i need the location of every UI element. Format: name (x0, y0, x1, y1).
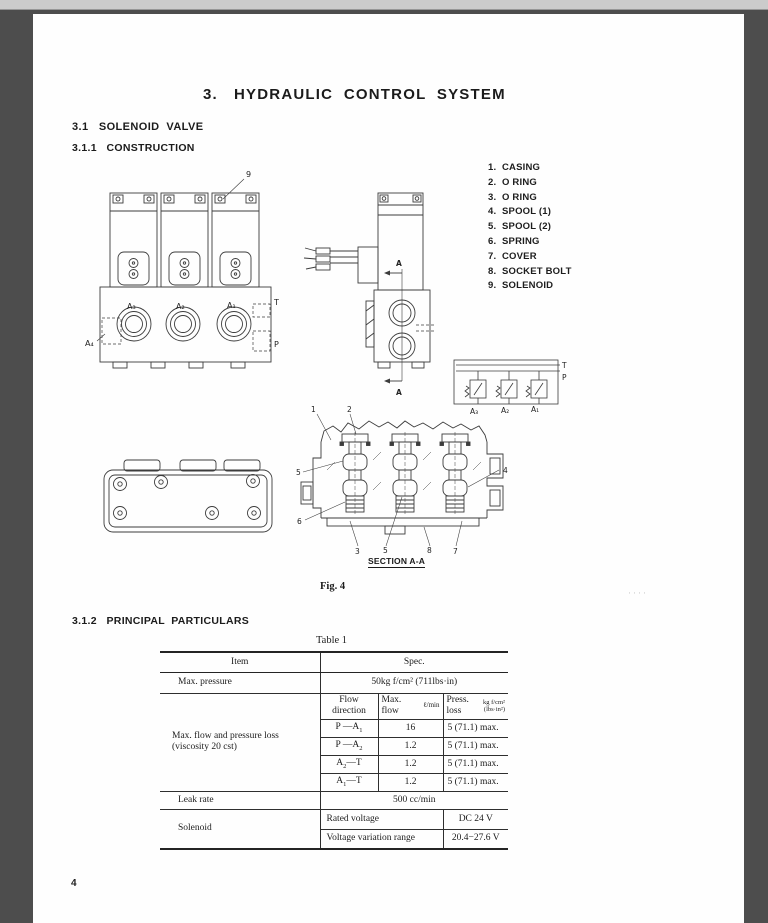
heading-solenoid-valve: 3.1 SOLENOID VALVE (72, 121, 204, 133)
scan-artifact-dots: ···· (628, 588, 648, 598)
press-loss-cell: 5 (71.1) max. (443, 773, 508, 791)
port-t-label: T (274, 298, 279, 307)
port-a3-label: A₃ (127, 302, 136, 311)
heading-principal-particulars: 3.1.2 PRINCIPAL PARTICULARS (72, 615, 250, 627)
leak-rate-value: 500 cc/min (320, 791, 508, 809)
table-row (160, 693, 508, 719)
list-item: 5. SPOOL (2) (488, 221, 552, 233)
max-flow-cell: 16 (378, 719, 443, 737)
list-item: 3. O RING (488, 191, 537, 203)
subheader-press-loss: Press. loss kg f/cm² (lbs·in²) (443, 693, 508, 719)
circuit-a3-label: A₃ (470, 407, 479, 416)
page-number: 4 (71, 878, 77, 889)
voltage-variation-value: 20.4−27.6 V (443, 829, 508, 849)
list-item: 8. SOCKET BOLT (488, 265, 572, 277)
heading-construction: 3.1.1 CONSTRUCTION (72, 142, 195, 154)
bottom-view-drawing (98, 450, 278, 540)
table-row (160, 652, 508, 672)
rated-voltage-value: DC 24 V (443, 809, 508, 829)
front-view-drawing (85, 168, 290, 382)
press-loss-cell: 5 (71.1) max. (443, 737, 508, 755)
list-item: 2. O RING (488, 176, 537, 188)
list-item: 7. COVER (488, 250, 537, 262)
circuit-t-label: T (562, 361, 567, 370)
viewer-top-bar (0, 0, 768, 10)
section-arrow-a-bottom-label: A (396, 388, 402, 397)
solenoid-label: Solenoid (160, 809, 320, 849)
port-a1-label: A₁ (227, 301, 236, 310)
section-aa-drawing (293, 400, 513, 560)
table-row (160, 791, 508, 809)
table-row (160, 672, 508, 693)
max-flow-cell: 1.2 (378, 773, 443, 791)
parts-legend-list (488, 161, 572, 294)
leader-5-left-label: 5 (296, 468, 301, 477)
rated-voltage-label: Rated voltage (320, 809, 443, 829)
voltage-variation-label: Voltage variation range (320, 829, 443, 849)
flow-direction-cell: P $—A_2$ (320, 737, 378, 755)
leader-5-bottom-label: 5 (383, 546, 388, 555)
section-aa-caption: SECTION A-A (368, 556, 426, 566)
section-arrow-a-top-label: A (396, 259, 402, 268)
leader-3-label: 3 (355, 547, 360, 556)
port-a4-label: A₄ (85, 339, 94, 348)
figure-caption: Fig. 4 (320, 581, 346, 592)
press-loss-cell: 5 (71.1) max. (443, 755, 508, 773)
leader-6-label: 6 (297, 517, 302, 526)
circuit-p-label: P (562, 373, 567, 382)
max-pressure-value: 50kg f/cm² (711lbs·in) (320, 672, 508, 693)
flow-direction-cell: P $—A_1$ (320, 719, 378, 737)
side-view-drawing (300, 185, 455, 400)
table-row (160, 809, 508, 829)
subheader-flow-direction: Flow direction (320, 693, 378, 719)
col-header-item: Item (160, 652, 320, 672)
page-title: 3. HYDRAULIC CONTROL SYSTEM (203, 86, 506, 103)
flow-block-item-label: Max. flow and pressure loss (viscosity 20 cst) (160, 693, 320, 791)
max-flow-cell: 1.2 (378, 737, 443, 755)
port-a2-label: A₂ (176, 302, 185, 311)
flow-direction-cell: $A_1—T$ (320, 773, 378, 791)
press-loss-cell: 5 (71.1) max. (443, 719, 508, 737)
list-item: 9. SOLENOID (488, 280, 554, 292)
leader-9-label: 9 (246, 170, 252, 179)
leader-8-label: 8 (427, 546, 432, 555)
list-item: 4. SPOOL (1) (488, 206, 552, 218)
list-item: 1. CASING (488, 162, 541, 173)
port-p-label: P (274, 340, 279, 349)
flow-direction-cell: $A_2—T$ (320, 755, 378, 773)
spec-table (160, 651, 508, 850)
max-pressure-label: Max. pressure (160, 672, 320, 693)
leader-2-label: 2 (347, 405, 352, 414)
subheader-max-flow: Max. flow ℓ/min (378, 693, 443, 719)
max-flow-cell: 1.2 (378, 755, 443, 773)
circuit-a1-label: A₁ (531, 405, 540, 414)
circuit-a2-label: A₂ (501, 406, 510, 415)
leak-rate-label: Leak rate (160, 791, 320, 809)
col-header-spec: Spec. (320, 652, 508, 672)
leader-4-label: 4 (503, 466, 508, 475)
list-item: 6. SPRING (488, 235, 540, 247)
leader-1-label: 1 (311, 405, 316, 414)
leader-7-label: 7 (453, 547, 458, 556)
table-caption: Table 1 (316, 635, 348, 646)
